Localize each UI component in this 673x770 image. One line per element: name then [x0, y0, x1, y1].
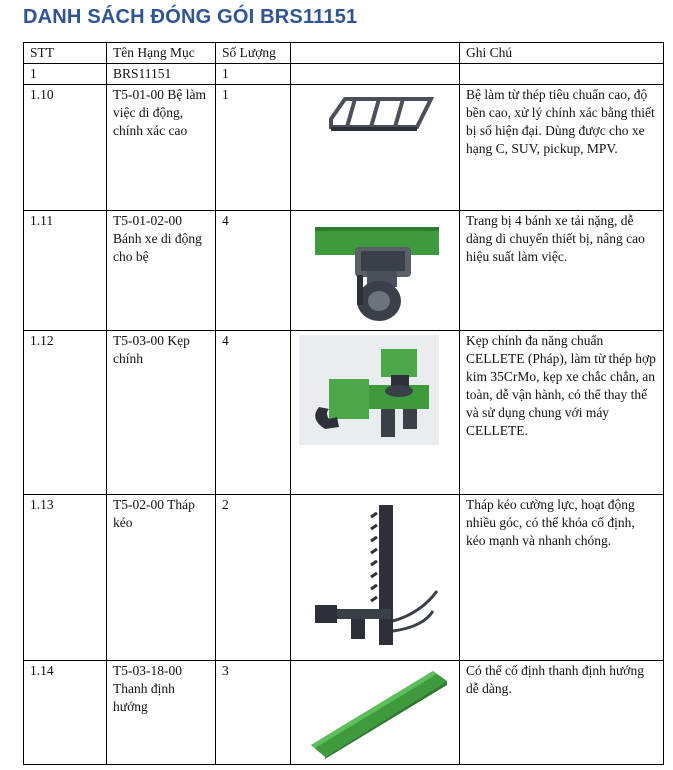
row-image-cell	[291, 85, 460, 211]
row-qty: 2	[216, 495, 291, 661]
table-row	[24, 661, 664, 765]
row-stt: 1.13	[24, 495, 107, 661]
row-stt: 1.12	[24, 331, 107, 495]
header-qty: Số Lượng	[216, 43, 291, 64]
page-title: DANH SÁCH ĐÓNG GÓI BRS11151	[23, 6, 358, 28]
group-stt: 1	[24, 64, 107, 85]
row-image-cell	[291, 331, 460, 495]
row-note: Kẹp chính đa năng chuẩn CELLETE (Pháp), làm từ thép hợp kim 35CrMo, kẹp xe chắc chắn, an toàn, dễ vận hành, có thể thay thế và sử dụng chung với máy CELLETE.	[460, 331, 664, 495]
main-clamp-icon	[299, 335, 439, 445]
row-image-cell	[291, 495, 460, 661]
caster-wheel-icon	[315, 221, 439, 325]
row-image-cell	[291, 211, 460, 331]
group-image	[291, 64, 460, 85]
table-row	[24, 495, 664, 661]
mobile-platform-frame-icon	[325, 91, 437, 135]
row-note: Tháp kéo cường lực, hoạt động nhiều góc, có thể khóa cố định, kéo mạnh và nhanh chóng.	[460, 495, 664, 661]
row-note: Bệ làm từ thép tiêu chuẩn cao, độ bền cao, xử lý chính xác bằng thiết bị số hiện đại. Dùng được cho xe hạng C, SUV, pickup, MPV.	[460, 85, 664, 211]
table-row	[24, 331, 664, 495]
row-stt: 1.11	[24, 211, 107, 331]
row-stt: 1.10	[24, 85, 107, 211]
row-qty: 4	[216, 211, 291, 331]
group-qty: 1	[216, 64, 291, 85]
table-row	[24, 85, 664, 211]
row-name: T5-03-18-00 Thanh định hướng	[107, 661, 216, 765]
row-name: T5-01-02-00 Bánh xe di động cho bệ	[107, 211, 216, 331]
table-header-row	[24, 43, 664, 64]
group-name: BRS11151	[107, 64, 216, 85]
row-image-cell	[291, 661, 460, 765]
header-name: Tên Hạng Mục	[107, 43, 216, 64]
table-row-group	[24, 64, 664, 85]
row-stt: 1.14	[24, 661, 107, 765]
row-qty: 1	[216, 85, 291, 211]
row-name: T5-01-00 Bệ làm việc di động, chính xác cao	[107, 85, 216, 211]
header-note: Ghi Chú	[460, 43, 664, 64]
header-stt: STT	[24, 43, 107, 64]
row-name: T5-02-00 Tháp kéo	[107, 495, 216, 661]
row-qty: 4	[216, 331, 291, 495]
pulling-tower-icon	[311, 501, 441, 651]
table-row	[24, 211, 664, 331]
row-note: Trang bị 4 bánh xe tải nặng, dễ dàng di chuyển thiết bị, nâng cao hiệu suất làm việc.	[460, 211, 664, 331]
packing-list-table	[23, 42, 664, 765]
guide-bar-icon	[309, 667, 449, 759]
group-note	[460, 64, 664, 85]
row-note: Có thể cố định thanh định hướng dễ dàng.	[460, 661, 664, 765]
row-qty: 3	[216, 661, 291, 765]
header-image	[291, 43, 460, 64]
row-name: T5-03-00 Kẹp chính	[107, 331, 216, 495]
